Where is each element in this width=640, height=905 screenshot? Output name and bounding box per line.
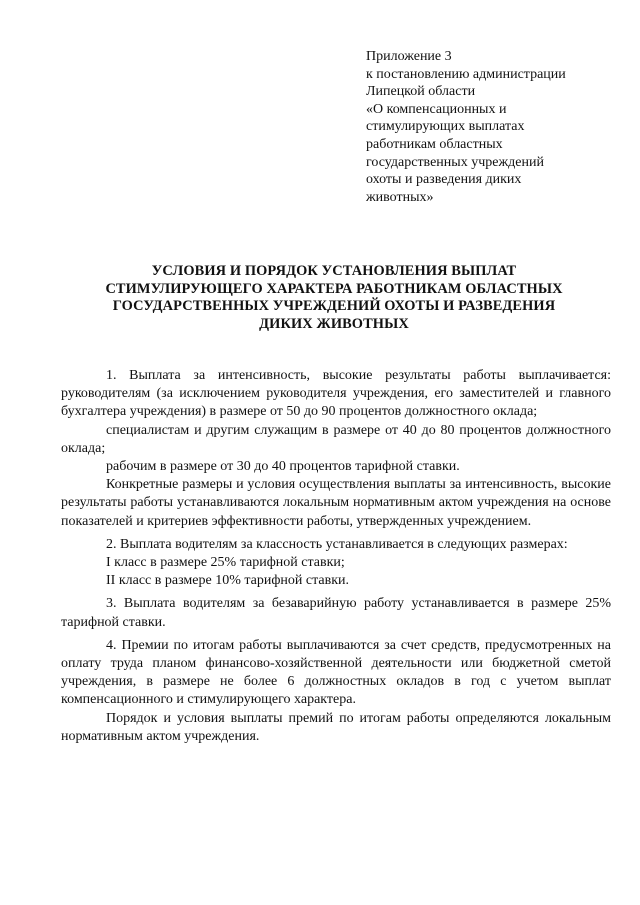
appendix-line: государственных учреждений [366, 154, 544, 170]
paragraph-workers: рабочим в размере от 30 до 40 процентов тарифной ставки. [106, 459, 460, 475]
appendix-line: работникам областных [366, 136, 503, 152]
paragraph-class-two: II класс в размере 10% тарифной ставки. [106, 573, 350, 589]
paragraph-2-driver-class: 2. Выплата водителям за классность устанавливается в следующих размерах: [106, 536, 568, 552]
appendix-line: «О компенсационных и [366, 101, 507, 117]
appendix-line: Липецкой области [366, 84, 476, 100]
paragraph-specific-sizes: Конкретные размеры и условия осуществления выплаты за интенсивность, высокие результаты работы устанавливаются локальным нормативным актом учреждения на основе показателей и критериев эффективности работы, утвержденных учреждением. [61, 477, 611, 529]
appendix-line: охоты и разведения диких [366, 172, 522, 188]
paragraph-class-one: I класс в размере 25% тарифной ставки; [106, 555, 345, 571]
appendix-block [366, 48, 616, 206]
paragraph-bonus-procedure: Порядок и условия выплаты премий по итогам работы определяются локальным нормативным актом учреждения. [61, 710, 611, 744]
appendix-line: к постановлению администрации [366, 66, 566, 82]
appendix-line: животных» [366, 189, 434, 205]
appendix-line: Приложение 3 [366, 49, 452, 64]
document-title [60, 263, 608, 333]
paragraph-1-intensity-bonus: 1. Выплата за интенсивность, высокие результаты работы выплачивается: руководителям (за исключением руководителя учреждения, его заместителей и главного бухгалтера учреждения) в размере от 50 до 90 процентов должностного оклада; [61, 368, 611, 420]
title-line: ДИКИХ ЖИВОТНЫХ [259, 315, 409, 332]
appendix-line: стимулирующих выплатах [366, 119, 525, 135]
paragraph-3-accident-free: 3. Выплата водителям за безаварийную работу устанавливается в размере 25% тарифной ставки. [61, 596, 611, 630]
title-line: УСЛОВИЯ И ПОРЯДОК УСТАНОВЛЕНИЯ ВЫПЛАТ [151, 263, 517, 279]
paragraph-4-bonuses: 4. Премии по итогам работы выплачиваются за счет средств, предусмотренных на оплату труда планом финансово-хозяйственной деятельности или бюджетной сметой учреждения, в размере не более 6 должностных окладов в год с учетом выплат компенсационного и стимулирующего характера. [61, 637, 611, 708]
title-line: СТИМУЛИРУЮЩЕГО ХАРАКТЕРА РАБОТНИКАМ ОБЛАСТНЫХ [105, 280, 563, 297]
title-line: ГОСУДАРСТВЕННЫХ УЧРЕЖДЕНИЙ ОХОТЫ И РАЗВЕДЕНИЯ [112, 298, 556, 314]
document-body [61, 367, 611, 746]
paragraph-specialists: специалистам и другим служащим в размере от 40 до 80 процентов должностного оклада; [61, 422, 611, 456]
